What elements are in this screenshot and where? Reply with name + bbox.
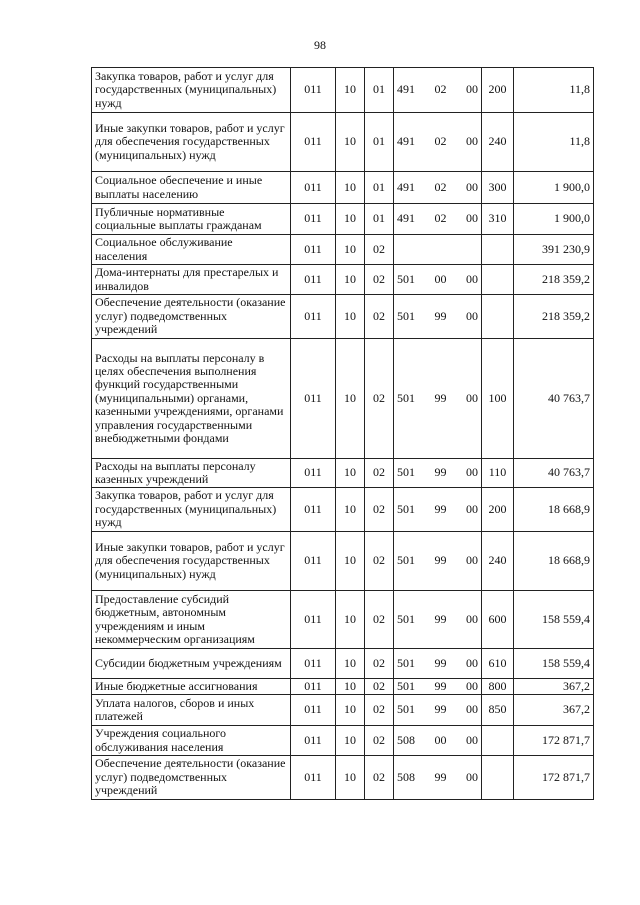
expense-name-cell: Учреждения социального обслуживания населения bbox=[92, 726, 291, 756]
expense-name-cell: Иные бюджетные ассигнования bbox=[92, 679, 291, 695]
target-article-part: 508 bbox=[397, 732, 415, 747]
subsection-code-cell: 01 bbox=[365, 204, 394, 235]
target-article-parts bbox=[397, 703, 478, 716]
amount-cell: 18 668,9 bbox=[514, 532, 594, 591]
target-article-parts bbox=[397, 680, 478, 693]
subsection-code-cell: 02 bbox=[365, 649, 394, 679]
expense-name-cell: Социальное обслуживание населения bbox=[92, 235, 291, 265]
grbs-code-cell: 011 bbox=[291, 68, 336, 113]
grbs-code-cell: 011 bbox=[291, 459, 336, 488]
expense-type-cell: 310 bbox=[482, 204, 514, 235]
section-code-cell: 10 bbox=[336, 172, 365, 204]
target-article-part: 99 bbox=[434, 308, 447, 323]
expense-type-cell: 600 bbox=[482, 591, 514, 649]
target-article-part: 501 bbox=[397, 308, 415, 323]
amount-cell: 218 359,2 bbox=[514, 295, 594, 339]
target-article-part: 00 bbox=[466, 655, 478, 670]
target-article-part: 00 bbox=[466, 678, 478, 693]
expense-name-cell: Обеспечение деятельности (оказание услуг) подведомственных учреждений bbox=[92, 756, 291, 800]
amount-cell: 367,2 bbox=[514, 679, 594, 695]
expense-type-cell bbox=[482, 756, 514, 800]
amount-cell: 40 763,7 bbox=[514, 339, 594, 459]
expense-type-cell bbox=[482, 726, 514, 756]
table-row bbox=[92, 295, 594, 339]
target-article-part: 508 bbox=[397, 769, 415, 784]
expense-name-cell: Предоставление субсидий бюджетным, автономным учреждениям и иным некоммерческим организациям bbox=[92, 591, 291, 649]
target-article-part: 501 bbox=[397, 465, 415, 480]
section-code-cell: 10 bbox=[336, 679, 365, 695]
expense-name-cell: Социальное обеспечение и иные выплаты населению bbox=[92, 172, 291, 204]
amount-cell: 158 559,4 bbox=[514, 649, 594, 679]
target-article-part: 501 bbox=[397, 702, 415, 717]
page-number: 98 bbox=[314, 38, 326, 52]
target-article-cell bbox=[394, 235, 482, 265]
amount-cell: 172 871,7 bbox=[514, 726, 594, 756]
section-code-cell: 10 bbox=[336, 235, 365, 265]
target-article-parts bbox=[397, 181, 478, 194]
expense-type-cell: 200 bbox=[482, 488, 514, 532]
target-article-part: 02 bbox=[434, 134, 447, 149]
expense-name-cell: Иные закупки товаров, работ и услуг для обеспечения государственных (муниципальных) нужд bbox=[92, 113, 291, 172]
target-article-part: 00 bbox=[466, 702, 478, 717]
grbs-code-cell: 011 bbox=[291, 204, 336, 235]
table-row bbox=[92, 68, 594, 113]
target-article-part: 99 bbox=[434, 611, 447, 626]
target-article-part: 00 bbox=[466, 271, 478, 286]
target-article-cell bbox=[394, 649, 482, 679]
subsection-code-cell: 02 bbox=[365, 488, 394, 532]
target-article-parts bbox=[397, 212, 478, 225]
section-code-cell: 10 bbox=[336, 591, 365, 649]
subsection-code-cell: 02 bbox=[365, 756, 394, 800]
expense-name-cell: Закупка товаров, работ и услуг для государственных (муниципальных) нужд bbox=[92, 488, 291, 532]
target-article-cell bbox=[394, 679, 482, 695]
grbs-code-cell: 011 bbox=[291, 726, 336, 756]
grbs-code-cell: 011 bbox=[291, 679, 336, 695]
table-row bbox=[92, 339, 594, 459]
expense-type-cell: 200 bbox=[482, 68, 514, 113]
target-article-part: 00 bbox=[466, 82, 478, 97]
section-code-cell: 10 bbox=[336, 295, 365, 339]
expense-name-cell: Закупка товаров, работ и услуг для государственных (муниципальных) нужд bbox=[92, 68, 291, 113]
section-code-cell: 10 bbox=[336, 265, 365, 295]
grbs-code-cell: 011 bbox=[291, 295, 336, 339]
expense-name-cell: Расходы на выплаты персоналу казенных учреждений bbox=[92, 459, 291, 488]
target-article-parts bbox=[397, 503, 478, 516]
subsection-code-cell: 02 bbox=[365, 339, 394, 459]
amount-cell: 367,2 bbox=[514, 695, 594, 726]
target-article-part: 491 bbox=[397, 82, 415, 97]
target-article-parts bbox=[397, 392, 478, 405]
expense-name-cell: Расходы на выплаты персоналу в целях обеспечения выполнения функций государственными (муниципальными) органами, казенными учреждениями, органами управления государственными внебюджетными фондами bbox=[92, 339, 291, 459]
target-article-parts bbox=[397, 83, 478, 96]
expense-type-cell: 110 bbox=[482, 459, 514, 488]
target-article-parts bbox=[397, 554, 478, 567]
target-article-part: 02 bbox=[434, 179, 447, 194]
subsection-code-cell: 02 bbox=[365, 532, 394, 591]
target-article-part: 99 bbox=[434, 465, 447, 480]
table-row bbox=[92, 695, 594, 726]
grbs-code-cell: 011 bbox=[291, 235, 336, 265]
expense-name-cell: Субсидии бюджетным учреждениям bbox=[92, 649, 291, 679]
grbs-code-cell: 011 bbox=[291, 695, 336, 726]
target-article-part: 501 bbox=[397, 501, 415, 516]
target-article-part: 00 bbox=[466, 611, 478, 626]
table-row bbox=[92, 532, 594, 591]
target-article-cell bbox=[394, 113, 482, 172]
target-article-part: 02 bbox=[434, 82, 447, 97]
target-article-part: 501 bbox=[397, 655, 415, 670]
expense-name-cell: Обеспечение деятельности (оказание услуг) подведомственных учреждений bbox=[92, 295, 291, 339]
target-article-part: 00 bbox=[434, 271, 447, 286]
target-article-part: 491 bbox=[397, 211, 415, 226]
target-article-cell bbox=[394, 295, 482, 339]
section-code-cell: 10 bbox=[336, 488, 365, 532]
expense-type-cell: 850 bbox=[482, 695, 514, 726]
budget-table bbox=[91, 67, 594, 800]
target-article-cell bbox=[394, 726, 482, 756]
target-article-part: 00 bbox=[466, 769, 478, 784]
target-article-cell bbox=[394, 68, 482, 113]
table-row bbox=[92, 756, 594, 800]
section-code-cell: 10 bbox=[336, 459, 365, 488]
subsection-code-cell: 01 bbox=[365, 172, 394, 204]
target-article-part: 00 bbox=[466, 211, 478, 226]
subsection-code-cell: 02 bbox=[365, 591, 394, 649]
target-article-cell bbox=[394, 204, 482, 235]
target-article-part: 00 bbox=[466, 465, 478, 480]
target-article-part: 00 bbox=[466, 732, 478, 747]
target-article-parts bbox=[397, 771, 478, 784]
subsection-code-cell: 02 bbox=[365, 235, 394, 265]
target-article-part: 99 bbox=[434, 390, 447, 405]
target-article-part: 491 bbox=[397, 179, 415, 194]
table-row bbox=[92, 265, 594, 295]
expense-type-cell: 800 bbox=[482, 679, 514, 695]
amount-cell: 11,8 bbox=[514, 113, 594, 172]
amount-cell: 11,8 bbox=[514, 68, 594, 113]
target-article-part: 00 bbox=[466, 179, 478, 194]
target-article-cell bbox=[394, 756, 482, 800]
target-article-parts bbox=[397, 310, 478, 323]
target-article-part: 99 bbox=[434, 553, 447, 568]
target-article-part: 501 bbox=[397, 271, 415, 286]
subsection-code-cell: 02 bbox=[365, 679, 394, 695]
target-article-cell bbox=[394, 172, 482, 204]
amount-cell: 218 359,2 bbox=[514, 265, 594, 295]
section-code-cell: 10 bbox=[336, 113, 365, 172]
section-code-cell: 10 bbox=[336, 68, 365, 113]
table-row bbox=[92, 726, 594, 756]
grbs-code-cell: 011 bbox=[291, 532, 336, 591]
target-article-parts bbox=[397, 657, 478, 670]
expense-type-cell bbox=[482, 235, 514, 265]
target-article-part: 99 bbox=[434, 769, 447, 784]
expense-name-cell: Уплата налогов, сборов и иных платежей bbox=[92, 695, 291, 726]
target-article-part: 501 bbox=[397, 611, 415, 626]
budget-table-body bbox=[92, 68, 594, 800]
section-code-cell: 10 bbox=[336, 532, 365, 591]
target-article-parts bbox=[397, 613, 478, 626]
target-article-part: 501 bbox=[397, 678, 415, 693]
grbs-code-cell: 011 bbox=[291, 649, 336, 679]
expense-type-cell bbox=[482, 265, 514, 295]
target-article-part: 02 bbox=[434, 211, 447, 226]
target-article-part: 00 bbox=[466, 390, 478, 405]
section-code-cell: 10 bbox=[336, 695, 365, 726]
expense-type-cell: 100 bbox=[482, 339, 514, 459]
table-row bbox=[92, 235, 594, 265]
section-code-cell: 10 bbox=[336, 726, 365, 756]
table-row bbox=[92, 172, 594, 204]
table-row bbox=[92, 113, 594, 172]
amount-cell: 172 871,7 bbox=[514, 756, 594, 800]
target-article-parts bbox=[397, 466, 478, 479]
expense-name-cell: Дома-интернаты для престарелых и инвалидов bbox=[92, 265, 291, 295]
expense-type-cell: 610 bbox=[482, 649, 514, 679]
target-article-cell bbox=[394, 488, 482, 532]
target-article-part: 501 bbox=[397, 553, 415, 568]
target-article-cell bbox=[394, 532, 482, 591]
expense-name-cell: Публичные нормативные социальные выплаты гражданам bbox=[92, 204, 291, 235]
target-article-cell bbox=[394, 695, 482, 726]
section-code-cell: 10 bbox=[336, 756, 365, 800]
subsection-code-cell: 02 bbox=[365, 295, 394, 339]
grbs-code-cell: 011 bbox=[291, 113, 336, 172]
target-article-cell bbox=[394, 339, 482, 459]
subsection-code-cell: 02 bbox=[365, 459, 394, 488]
table-row bbox=[92, 204, 594, 235]
subsection-code-cell: 02 bbox=[365, 726, 394, 756]
grbs-code-cell: 011 bbox=[291, 339, 336, 459]
table-row bbox=[92, 591, 594, 649]
table-row bbox=[92, 649, 594, 679]
subsection-code-cell: 02 bbox=[365, 695, 394, 726]
section-code-cell: 10 bbox=[336, 204, 365, 235]
expense-type-cell: 300 bbox=[482, 172, 514, 204]
target-article-part: 00 bbox=[466, 308, 478, 323]
subsection-code-cell: 01 bbox=[365, 113, 394, 172]
expense-name-cell: Иные закупки товаров, работ и услуг для обеспечения государственных (муниципальных) нужд bbox=[92, 532, 291, 591]
table-row bbox=[92, 679, 594, 695]
target-article-part: 99 bbox=[434, 501, 447, 516]
target-article-part: 00 bbox=[466, 501, 478, 516]
amount-cell: 158 559,4 bbox=[514, 591, 594, 649]
target-article-part: 491 bbox=[397, 134, 415, 149]
grbs-code-cell: 011 bbox=[291, 488, 336, 532]
target-article-parts bbox=[397, 135, 478, 148]
grbs-code-cell: 011 bbox=[291, 591, 336, 649]
target-article-part: 00 bbox=[466, 553, 478, 568]
target-article-cell bbox=[394, 591, 482, 649]
amount-cell: 18 668,9 bbox=[514, 488, 594, 532]
target-article-part: 00 bbox=[466, 134, 478, 149]
amount-cell: 1 900,0 bbox=[514, 172, 594, 204]
table-row bbox=[92, 459, 594, 488]
target-article-parts bbox=[397, 734, 478, 747]
target-article-part: 99 bbox=[434, 702, 447, 717]
grbs-code-cell: 011 bbox=[291, 172, 336, 204]
grbs-code-cell: 011 bbox=[291, 756, 336, 800]
target-article-parts bbox=[397, 273, 478, 286]
table-row bbox=[92, 488, 594, 532]
subsection-code-cell: 02 bbox=[365, 265, 394, 295]
target-article-cell bbox=[394, 459, 482, 488]
section-code-cell: 10 bbox=[336, 649, 365, 679]
target-article-part: 99 bbox=[434, 655, 447, 670]
expense-type-cell: 240 bbox=[482, 532, 514, 591]
target-article-cell bbox=[394, 265, 482, 295]
grbs-code-cell: 011 bbox=[291, 265, 336, 295]
target-article-part: 501 bbox=[397, 390, 415, 405]
expense-type-cell: 240 bbox=[482, 113, 514, 172]
amount-cell: 1 900,0 bbox=[514, 204, 594, 235]
amount-cell: 40 763,7 bbox=[514, 459, 594, 488]
target-article-part: 00 bbox=[434, 732, 447, 747]
subsection-code-cell: 01 bbox=[365, 68, 394, 113]
target-article-part: 99 bbox=[434, 678, 447, 693]
amount-cell: 391 230,9 bbox=[514, 235, 594, 265]
expense-type-cell bbox=[482, 295, 514, 339]
section-code-cell: 10 bbox=[336, 339, 365, 459]
